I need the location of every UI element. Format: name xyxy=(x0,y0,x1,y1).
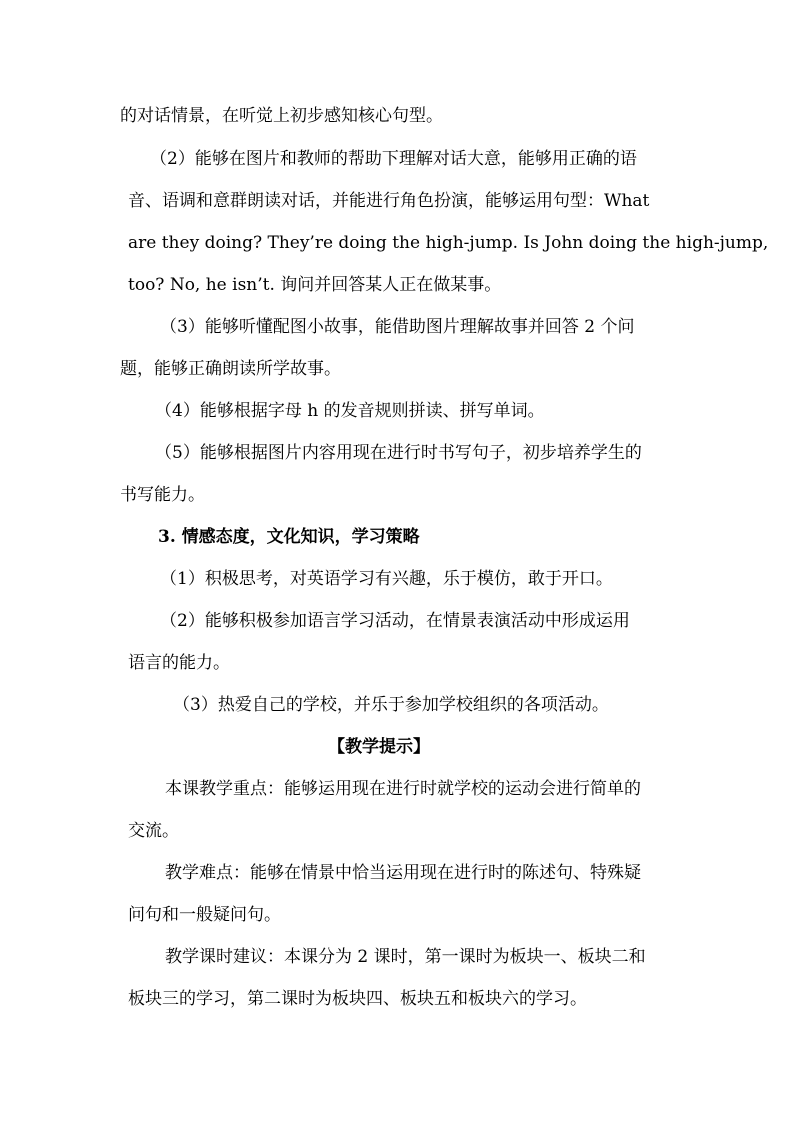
text-line-21: 教学课时建议：本课分为 2 课时，第一课时为板块一、板块二和 xyxy=(165,947,646,967)
text-line-19: 教学难点：能够在情景中恰当运用现在进行时的陈述句、特殊疑 xyxy=(165,863,641,883)
teaching-tips-heading: 【教学提示】 xyxy=(328,737,430,757)
text-line-20: 问句和一般疑问句。 xyxy=(128,905,281,925)
text-line-18: 交流。 xyxy=(128,821,179,841)
text-line-22: 板块三的学习，第二课时为板块四、板块五和板块六的学习。 xyxy=(128,989,587,1009)
text-line-4: are they doing? They’re doing the high-jump. Is John doing the high-jump, xyxy=(128,233,769,253)
text-line-2: （2）能够在图片和教师的帮助下理解对话大意，能够用正确的语 xyxy=(150,149,637,169)
text-line-10: 书写能力。 xyxy=(120,485,205,505)
text-line-3: 音、语调和意群朗读对话，并能进行角色扮演，能够运用句型：What xyxy=(128,191,650,211)
text-line-12: （1）积极思考，对英语学习有兴趣，乐于模仿，敢于开口。 xyxy=(160,569,613,589)
text-line-8: （4）能够根据字母 h 的发音规则拼读、拼写单词。 xyxy=(155,401,545,421)
section-heading: 3. 情感态度，文化知识，学习策略 xyxy=(158,527,420,547)
text-line-7: 题，能够正确朗读所学故事。 xyxy=(120,359,341,379)
text-line-13: （2）能够积极参加语言学习活动，在情景表演活动中形成运用 xyxy=(160,611,630,631)
text-line-5: too? No, he isn’t. 询问并回答某人正在做某事。 xyxy=(128,275,502,295)
text-line-6: （3）能够听懂配图小故事，能借助图片理解故事并回答 2 个问 xyxy=(160,317,635,337)
text-line-14: 语言的能力。 xyxy=(128,653,230,673)
text-line-1: 的对话情景，在听觉上初步感知核心句型。 xyxy=(120,106,443,126)
text-line-15: （3）热爱自己的学校，并乐于参加学校组织的各项活动。 xyxy=(173,695,609,715)
text-line-9: （5）能够根据图片内容用现在进行时书写句子，初步培养学生的 xyxy=(155,443,642,463)
text-line-17: 本课教学重点：能够运用现在进行时就学校的运动会进行简单的 xyxy=(165,779,641,799)
